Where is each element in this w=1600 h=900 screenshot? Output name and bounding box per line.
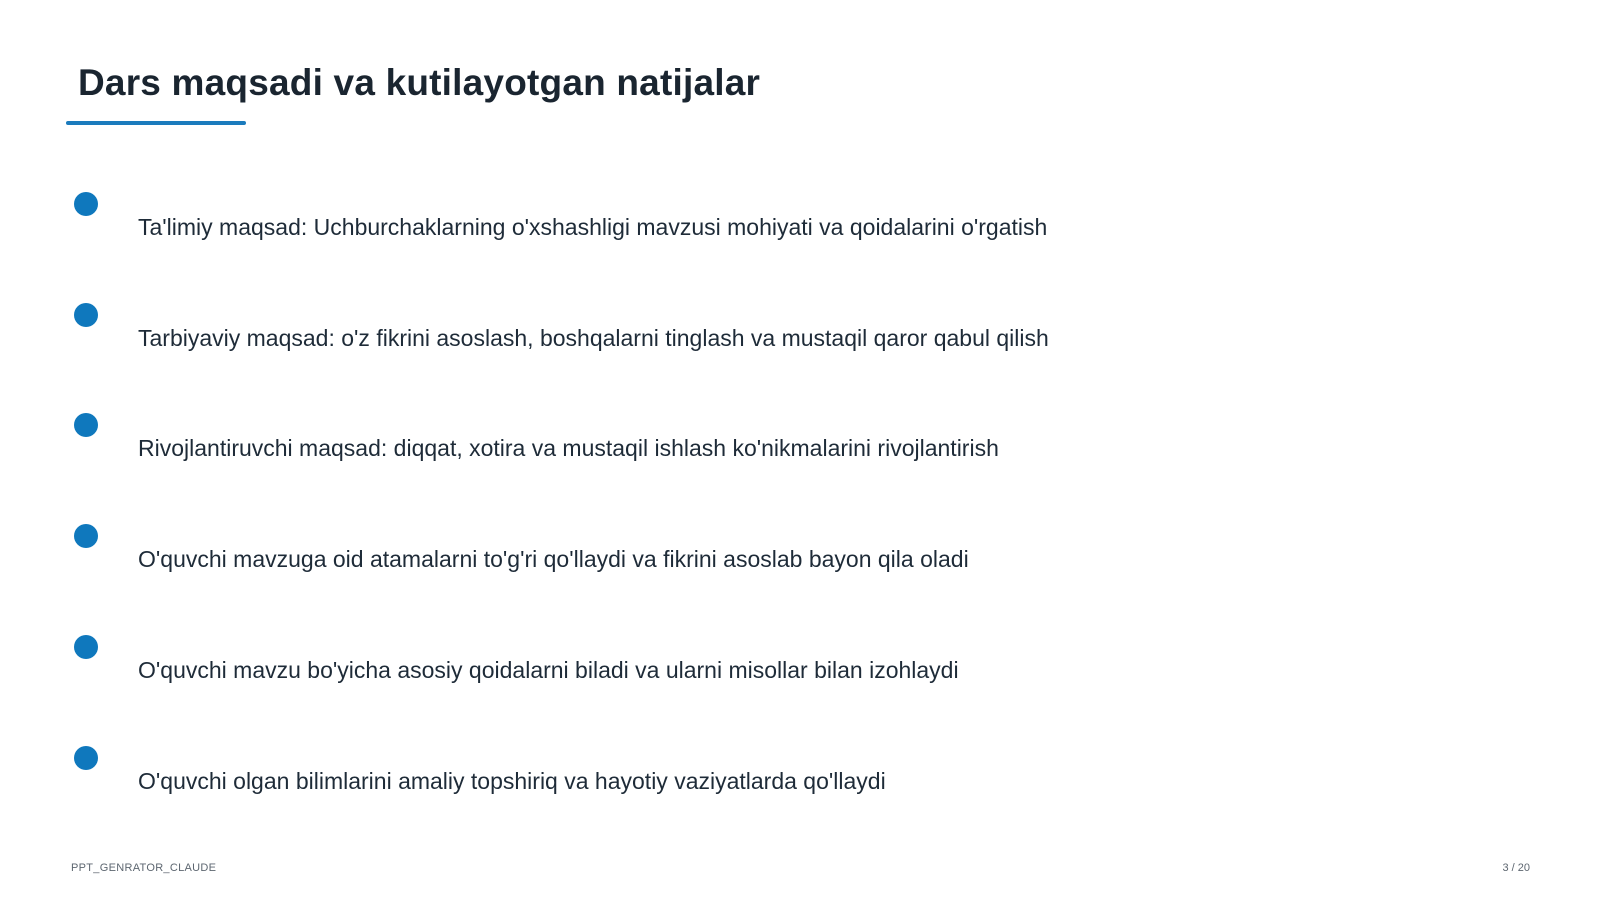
list-item-text: O'quvchi mavzu bo'yicha asosiy qoidalarni biladi va ularni misollar bilan izohlaydi — [138, 657, 959, 683]
page-number: 3 / 20 — [1502, 862, 1530, 874]
list-item-text: Tarbiyaviy maqsad: o'z fikrini asoslash, boshqalarni tinglash va mustaqil qaror qabul qilish — [138, 325, 1049, 351]
list-item-text: Ta'limiy maqsad: Uchburchaklarning o'xshashligi mavzusi mohiyati va qoidalarini o'rgatish — [138, 214, 1048, 240]
list-item — [0, 524, 1400, 614]
list-item — [0, 746, 1400, 836]
footer-source-label: PPT_GENRATOR_CLAUDE — [71, 862, 217, 874]
list-item — [0, 635, 1400, 725]
bullet-dot-icon — [74, 303, 98, 327]
bullet-dot-icon — [74, 635, 98, 659]
bullet-dot-icon — [74, 746, 98, 770]
list-item — [0, 303, 1400, 393]
list-item — [0, 413, 1400, 503]
list-item-text: O'quvchi olgan bilimlarini amaliy topshiriq va hayotiy vaziyatlarda qo'llaydi — [138, 768, 886, 794]
list-item-text: Rivojlantiruvchi maqsad: diqqat, xotira va mustaqil ishlash ko'nikmalarini rivojlantirish — [138, 435, 999, 461]
slide-title: Dars maqsadi va kutilayotgan natijalar — [78, 62, 761, 103]
bullet-dot-icon — [74, 413, 98, 437]
list-item — [0, 192, 1400, 282]
bullet-dot-icon — [74, 524, 98, 548]
list-item-text: O'quvchi mavzuga oid atamalarni to'g'ri qo'llaydi va fikrini asoslab bayon qila oladi — [138, 546, 969, 572]
bullet-dot-icon — [74, 192, 98, 216]
